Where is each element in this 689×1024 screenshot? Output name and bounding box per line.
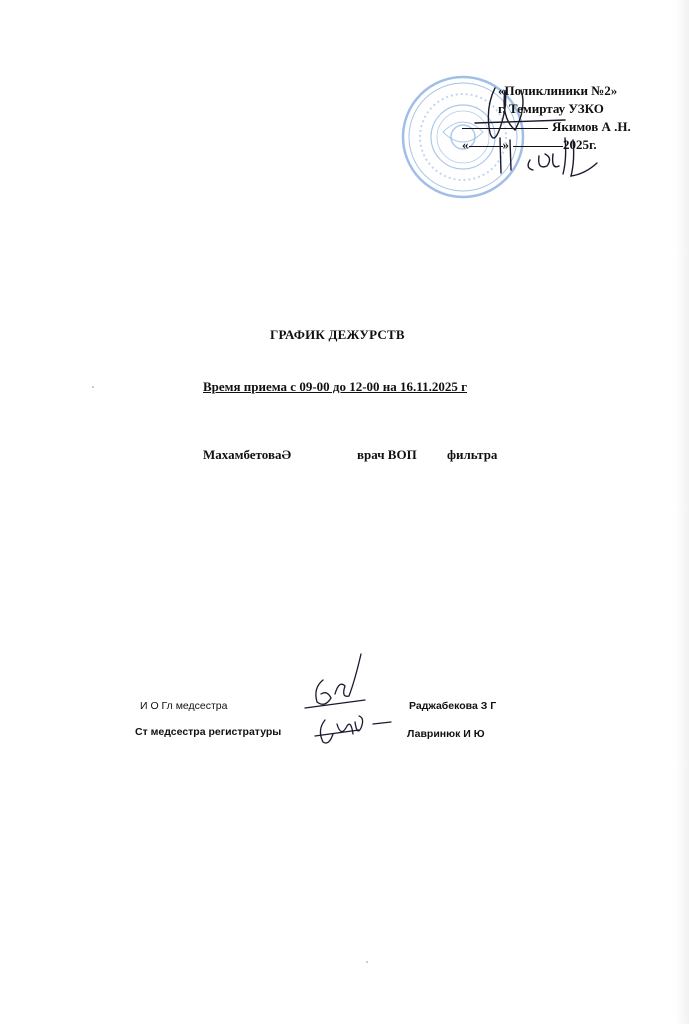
- page-title: ГРАФИК ДЕЖУРСТВ: [270, 327, 405, 342]
- reception-time: Время приема с 09-00 до 12-00 на 16.11.2025 г: [203, 379, 467, 394]
- date-quote-close: »: [502, 137, 509, 152]
- signatory-name-1: Раджабекова З Г: [409, 700, 497, 712]
- scan-edge-shadow: [675, 0, 689, 1024]
- duty-unit: фильтра: [447, 447, 498, 462]
- date-quote-open: «: [462, 137, 469, 152]
- nurses-signatures-icon: [295, 650, 405, 750]
- head-signature-icon: [455, 78, 615, 188]
- signatory-name-2: Лавринюк И Ю: [407, 728, 485, 740]
- duty-doctor-position: врач ВОП: [357, 447, 417, 462]
- approval-org: «Поликлиники №2»: [498, 83, 618, 98]
- signatory-role-2: Ст медсестра регистратуры: [135, 726, 282, 738]
- scan-speck: [92, 386, 94, 388]
- duty-doctor-name: МахамбетоваӘ: [203, 447, 292, 462]
- approval-head: Якимов А .Н.: [552, 119, 631, 134]
- scan-speck: [366, 961, 368, 963]
- signatory-role-1: И О Гл медсестра: [140, 700, 228, 712]
- approval-year: 2025г.: [563, 137, 597, 152]
- approval-city: г. Темиртау УЗКО: [498, 101, 604, 116]
